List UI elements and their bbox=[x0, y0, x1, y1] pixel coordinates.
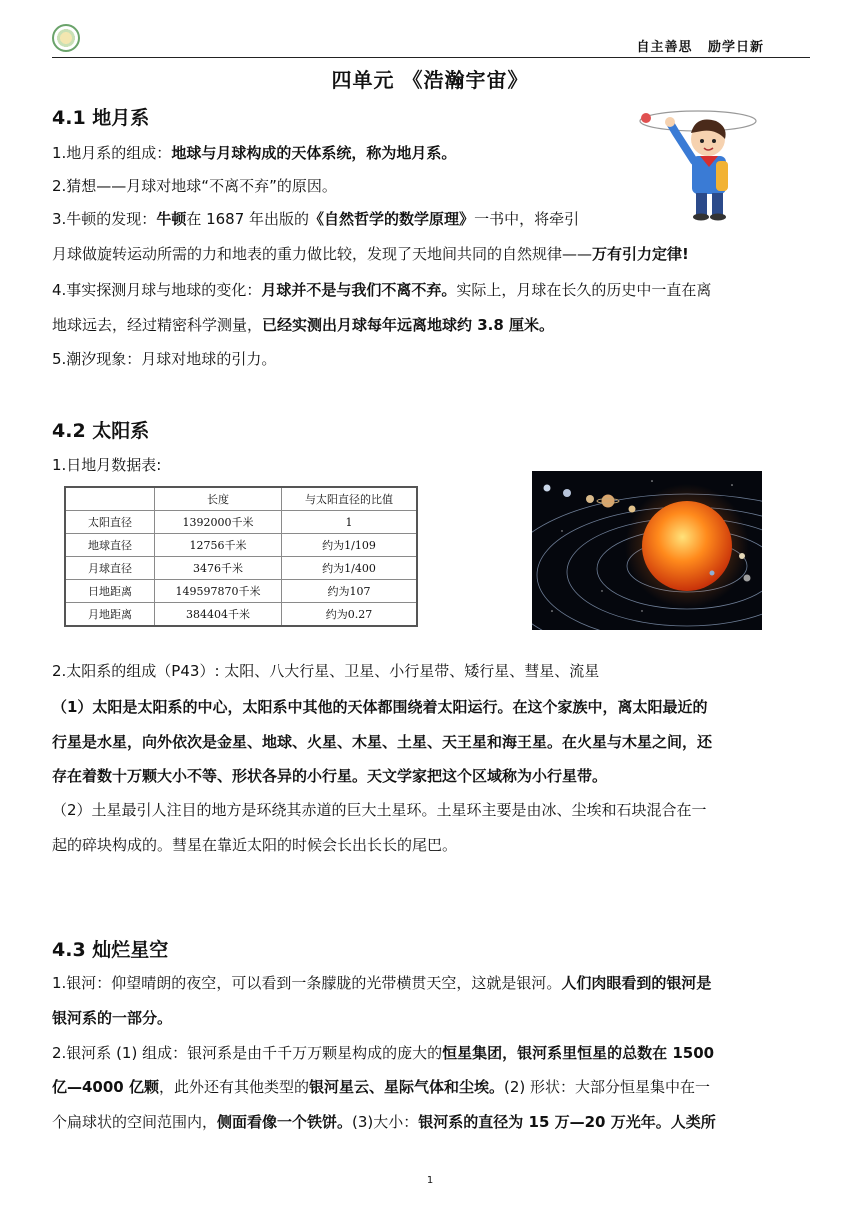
text-line: 1.银河：仰望晴朗的夜空，可以看到一条朦胧的光带横贯天空，这就是银河。人们肉眼看到的银河是 bbox=[52, 974, 712, 992]
boy-illustration bbox=[636, 103, 776, 221]
text-line: 亿—4000 亿颗，此外还有其他类型的银河星云、星际气体和尘埃。(2) 形状：大部分恒星集中在一 bbox=[52, 1078, 711, 1096]
section-heading-4-2: 4.2 太阳系 bbox=[52, 420, 150, 442]
text-line: 存在着数十万颗大小不等、形状各异的小行星。天文学家把这个区域称为小行星带。 bbox=[52, 767, 608, 785]
table-cell: 太阳直径 bbox=[65, 511, 155, 534]
table-cell: 约为1/109 bbox=[282, 534, 418, 557]
text-line: 地球远去，经过精密科学测量，已经实测出月球每年远离地球约 3.8 厘米。 bbox=[52, 316, 555, 334]
table-cell: 地球直径 bbox=[65, 534, 155, 557]
text-line: 1.地月系的组成：地球与月球构成的天体系统，称为地月系。 bbox=[52, 144, 457, 162]
table-row bbox=[65, 557, 417, 580]
table-cell: 3476千米 bbox=[155, 557, 282, 580]
text-line: 1.日地月数据表: bbox=[52, 456, 162, 474]
text-line: 银河系的一部分。 bbox=[52, 1009, 173, 1027]
sun-earth-moon-table bbox=[64, 486, 420, 632]
table-header bbox=[65, 487, 155, 511]
table-cell: 1 bbox=[282, 511, 418, 534]
table-row bbox=[65, 580, 417, 603]
table-header: 与太阳直径的比值 bbox=[282, 487, 418, 511]
table-cell: 约为0.27 bbox=[282, 603, 418, 627]
text-line: 4.事实探测月球与地球的变化：月球并不是与我们不离不弃。实际上，月球在长久的历史中一直在离 bbox=[52, 281, 712, 299]
table-cell: 约为107 bbox=[282, 580, 418, 603]
text-line: （1）太阳是太阳系的中心，太阳系中其他的天体都围绕着太阳运行。在这个家族中，离太阳最近的 bbox=[52, 698, 708, 716]
text-line: 行星是水星，向外依次是金星、地球、火星、木星、土星、天王星和海王星。在火星与木星之间，还 bbox=[52, 733, 713, 751]
table-cell: 12756千米 bbox=[155, 534, 282, 557]
table-header-row bbox=[65, 487, 417, 511]
text-line: 2.银河系 (1) 组成：银河系是由千千万万颗星构成的庞大的恒星集团，银河系里恒星的总数在 1500 bbox=[52, 1044, 715, 1062]
text-line: 起的碎块构成的。彗星在靠近太阳的时候会长出长长的尾巴。 bbox=[52, 836, 458, 854]
header-motto: 自主善思 励学日新 bbox=[636, 40, 764, 55]
header-rule bbox=[52, 57, 810, 58]
table-cell: 384404千米 bbox=[155, 603, 282, 627]
text-line: 5.潮汐现象：月球对地球的引力。 bbox=[52, 350, 277, 368]
text-line: 2.猜想——月球对地球“不离不弃”的原因。 bbox=[52, 177, 337, 195]
text-line: 个扁球状的空间范围内，侧面看像一个铁饼。(3)大小：银河系的直径为 15 万—20 万光年。人类所 bbox=[52, 1113, 716, 1131]
text-line: （2）土星最引人注目的地方是环绕其赤道的巨大土星环。土星环主要是由冰、尘埃和石块混合在一 bbox=[52, 801, 707, 819]
school-logo bbox=[52, 24, 80, 52]
table-header: 长度 bbox=[155, 487, 282, 511]
table-row bbox=[65, 603, 417, 627]
page-title: 四单元 《浩瀚宇宙》 bbox=[331, 68, 529, 92]
table-cell: 日地距离 bbox=[65, 580, 155, 603]
table-cell: 月球直径 bbox=[65, 557, 155, 580]
solar-system-image bbox=[532, 471, 762, 630]
text-line: 3.牛顿的发现：牛顿在 1687 年出版的《自然哲学的数学原理》一书中，将牵引 bbox=[52, 210, 580, 228]
table-cell: 约为1/400 bbox=[282, 557, 418, 580]
text-line: 月球做旋转运动所需的力和地表的重力做比较，发现了天地间共同的自然规律——万有引力定律! bbox=[52, 245, 689, 263]
table-row bbox=[65, 534, 417, 557]
table-row bbox=[65, 511, 417, 534]
table-cell: 149597870千米 bbox=[155, 580, 282, 603]
text-line: 2.太阳系的组成（P43）: 太阳、八大行星、卫星、小行星带、矮行星、彗星、流星 bbox=[52, 662, 600, 680]
section-heading-4-1: 4.1 地月系 bbox=[52, 107, 150, 129]
section-heading-4-3: 4.3 灿烂星空 bbox=[52, 939, 169, 961]
table-cell: 月地距离 bbox=[65, 603, 155, 627]
page-number: 1 bbox=[426, 1175, 434, 1186]
table-cell: 1392000千米 bbox=[155, 511, 282, 534]
